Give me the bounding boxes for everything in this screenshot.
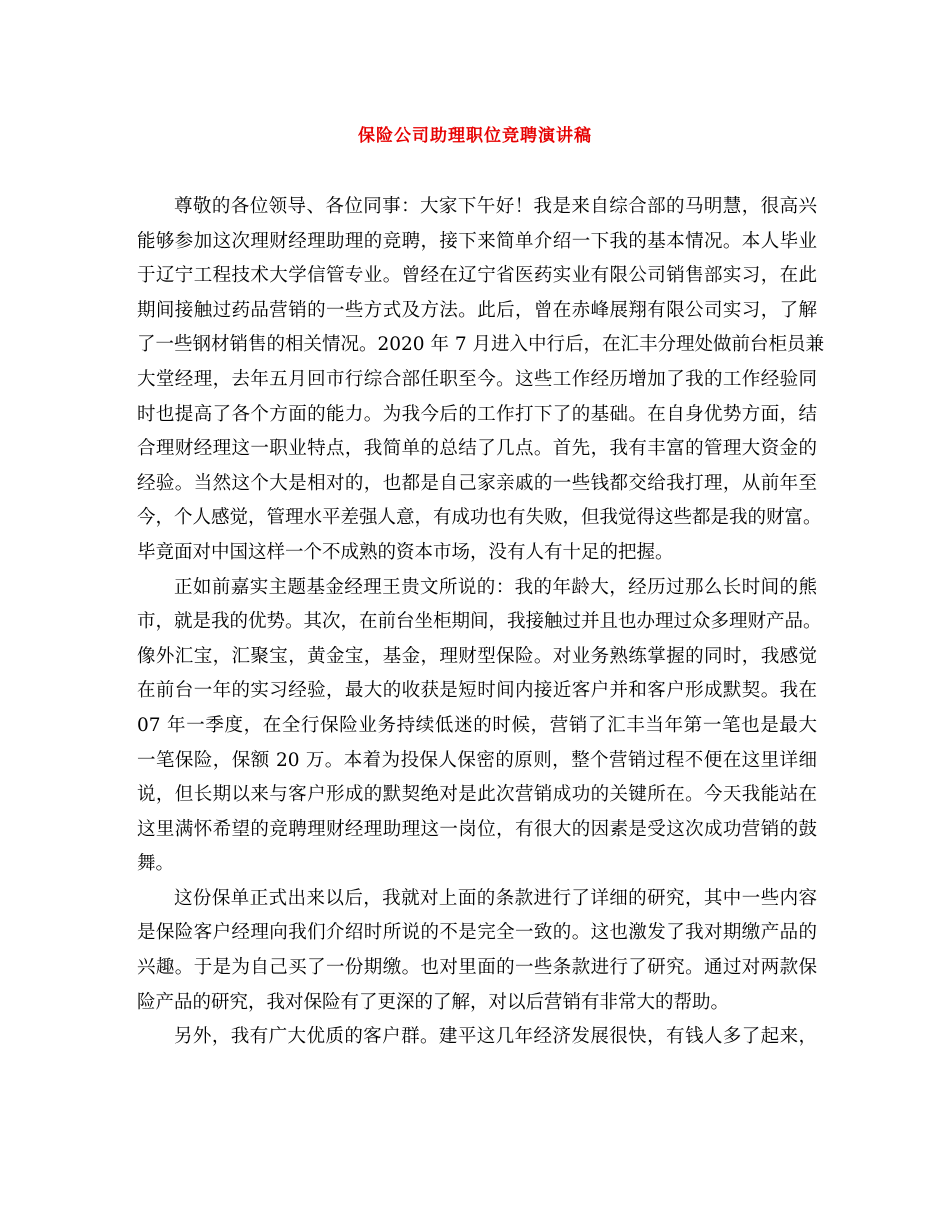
text-line: 说，但长期以来与客户形成的默契绝对是此次营销成功的关键所在。今天我能站在 xyxy=(137,784,817,806)
text-line: 经验。当然这个大是相对的，也都是自己家亲戚的一些钱都交给我打理，从前年至 xyxy=(137,472,817,494)
text-line: 在前台一年的实习经验，最大的收获是短时间内接近客户并和客户形成默契。我在 xyxy=(137,680,817,702)
paragraph-3 xyxy=(137,882,817,1020)
text-line: 这份保单正式出来以后，我就对上面的条款进行了详细的研究，其中一些内容 xyxy=(174,887,817,909)
text-line: 正如前嘉实主题基金经理王贵文所说的：我的年龄大，经历过那么长时间的熊 xyxy=(174,576,817,598)
text-line: 这里满怀希望的竞聘理财经理助理这一岗位，有很大的因素是受这次成功营销的鼓 xyxy=(137,818,817,840)
text-line: 险产品的研究，我对保险有了更深的了解，对以后营销有非常大的帮助。 xyxy=(137,991,730,1013)
text-line: 今，个人感觉，管理水平差强人意，有成功也有失败，但我觉得这些都是我的财富。 xyxy=(137,507,822,529)
text-line: 市，就是我的优势。其次，在前台坐柜期间，我接触过并且也办理过众多理财产品。 xyxy=(137,611,822,633)
text-line: 兴趣。于是为自己买了一份期缴。也对里面的一些条款进行了研究。通过对两款保 xyxy=(137,957,817,979)
text-line: 期间接触过药品营销的一些方式及方法。此后，曾在赤峰展翔有限公司实习，了解 xyxy=(137,299,817,321)
paragraph-4 xyxy=(137,1020,817,1055)
document-title: 保险公司助理职位竞聘演讲稿 xyxy=(358,126,592,146)
text-line: 于辽宁工程技术大学信管专业。曾经在辽宁省医药实业有限公司销售部实习，在此 xyxy=(137,265,817,287)
text-line: 时也提高了各个方面的能力。为我今后的工作打下了的基础。在自身优势方面，结 xyxy=(137,403,817,425)
text-line: 07 年一季度，在全行保险业务持续低迷的时候，营销了汇丰当年第一笔也是最大 xyxy=(137,714,817,736)
text-line: 另外，我有广大优质的客户群。建平这几年经济发展很快，有钱人多了起来， xyxy=(174,1026,817,1048)
document-body xyxy=(137,190,824,1055)
paragraph-1 xyxy=(137,190,824,571)
text-line: 像外汇宝，汇聚宝，黄金宝，基金，理财型保险。对业务熟练掌握的同时，我感觉 xyxy=(137,645,817,667)
text-line: 能够参加这次理财经理助理的竞聘，接下来简单介绍一下我的基本情况。本人毕业 xyxy=(137,230,817,252)
text-line: 了一些钢材销售的相关情况。2020 年 7 月进入中行后，在汇丰分理处做前台柜员兼 xyxy=(137,334,824,356)
paragraph-2 xyxy=(137,571,822,882)
text-line: 大堂经理，去年五月回市行综合部任职至今。这些工作经历增加了我的工作经验同 xyxy=(137,368,817,390)
text-line: 合理财经理这一职业特点，我简单的总结了几点。首先，我有丰富的管理大资金的 xyxy=(137,438,817,460)
text-line: 舞。 xyxy=(137,853,175,875)
text-line: 尊敬的各位领导、各位同事：大家下午好！我是来自综合部的马明慧，很高兴 xyxy=(174,196,817,217)
text-line: 毕竟面对中国这样一个不成熟的资本市场，没有人有十足的把握。 xyxy=(137,541,674,563)
text-line: 是保险客户经理向我们介绍时所说的不是完全一致的。这也激发了我对期缴产品的 xyxy=(137,922,817,944)
text-line: 一笔保险，保额 20 万。本着为投保人保密的原则，整个营销过程不便在这里详细 xyxy=(137,749,817,771)
